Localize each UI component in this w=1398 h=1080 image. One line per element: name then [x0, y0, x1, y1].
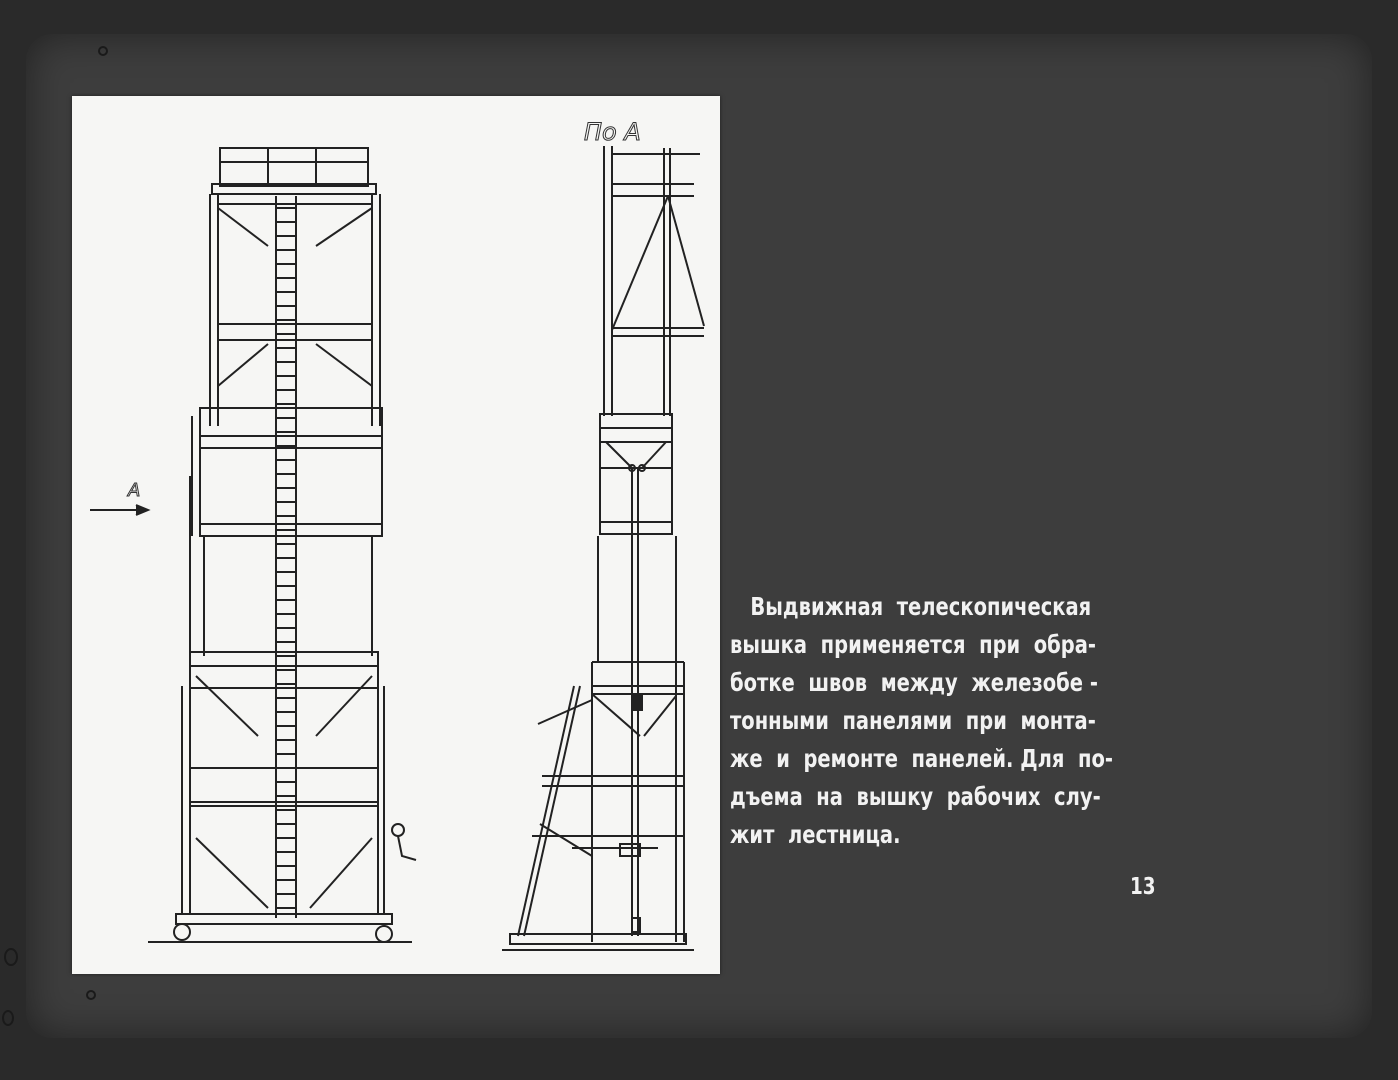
slide-caption: [730, 588, 1113, 854]
caption-line: дъема на вышку рабочих слу-: [730, 782, 1101, 811]
caption-line: Выдвижная телескопическая: [730, 592, 1092, 621]
view-label: По А: [584, 118, 641, 146]
film-speck: [98, 46, 108, 56]
film-speck: [86, 990, 96, 1000]
caption-line: тонными панелями при монта-: [730, 706, 1096, 735]
technical-drawing-panel: [72, 96, 720, 974]
slide-number: 13: [1130, 874, 1156, 900]
caption-line: же и ремонте панелей. Для по-: [730, 744, 1113, 773]
film-speck: [4, 948, 18, 966]
arrow-label: А: [128, 480, 141, 501]
caption-line: ботке швов между железобе -: [730, 668, 1098, 697]
caption-line: вышка применяется при обра-: [730, 630, 1096, 659]
front-view-tower: [148, 148, 416, 942]
telescopic-tower-drawing: [72, 96, 720, 974]
side-view-tower: [502, 146, 704, 950]
caption-line: жит лестница.: [730, 820, 901, 849]
film-speck: [2, 1010, 14, 1026]
direction-arrow: [90, 505, 148, 515]
